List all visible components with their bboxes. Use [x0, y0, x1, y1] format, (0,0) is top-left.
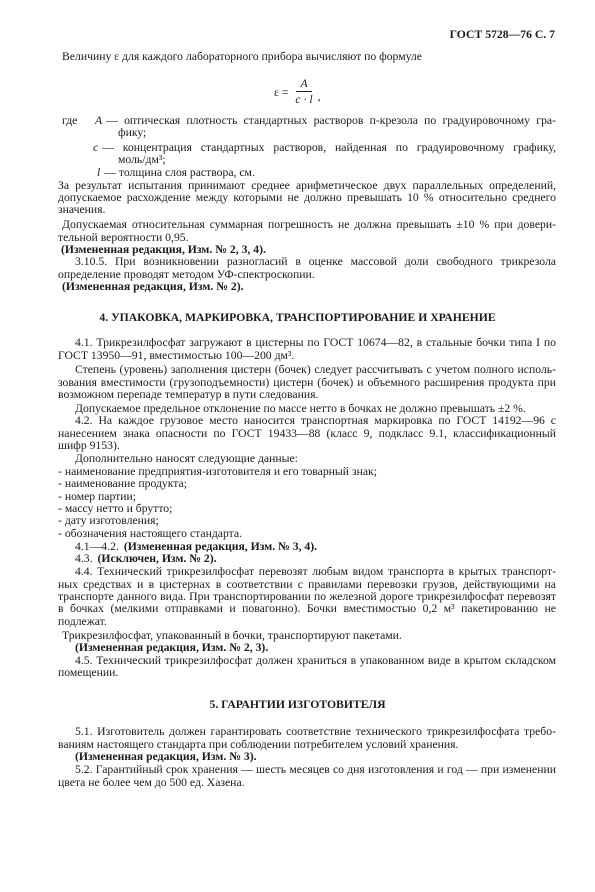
paragraph-line: ваниям настоящего стандарта при соблюдении потребителем условий хранения. — [58, 738, 459, 751]
paragraph-line: нанесением знака опасности по ГОСТ 19433—88 (класс 9, подкласс 9.1, классификационный — [58, 427, 556, 440]
tolerance-paragraph: Допускаемое предельное отклонение по массе нетто в бочках не должно превышать ±2 %. — [75, 402, 526, 415]
paragraph-line: транспорте данного вида. При транспортировании по железной дороге трикрезилфосфат перевозят — [58, 590, 556, 603]
definition-a-line — [95, 114, 556, 127]
definition-a-text: — оптическая плотность стандартных растворов п-крезола по градуировочному гра- — [106, 114, 556, 127]
paragraph-line: тельной вероятности 0,95. — [58, 231, 189, 244]
definition-c-symbol: c — [93, 141, 99, 154]
paragraph-line: возможном перепаде температур в пути следования. — [58, 388, 319, 401]
clause-ref: 4.3. — [75, 552, 93, 565]
clause-4-3 — [75, 552, 217, 565]
paragraph-line: значения. — [58, 203, 106, 216]
page-header: ГОСТ 5728—76 С. 7 — [449, 28, 555, 41]
amendment-note: (Измененная редакция, Изм. № 2). — [62, 280, 244, 293]
paragraph-line: определение проводят методом УФ-спектроскопии. — [58, 268, 315, 281]
where-label: где — [62, 114, 78, 127]
formula-trailing-comma: , — [317, 89, 321, 103]
formula-numerator: A — [296, 78, 311, 92]
additional-data-intro: Дополнительно наносят следующие данные: — [75, 452, 298, 465]
definition-l-line — [97, 166, 255, 179]
paragraph-line: допускаемое расхождение между которыми не должно превышать 10 % относительно среднего — [58, 191, 556, 204]
definition-c-line: моль/дм³; — [118, 153, 166, 166]
formula-fraction — [293, 78, 314, 106]
paragraph-line: 4.1. Трикрезилфосфат загружают в цистерны по ГОСТ 10674—82, в стальные бочки типа I по — [75, 336, 556, 349]
clause-ref: 4.1—4.2. — [75, 540, 119, 553]
paragraph-line: цвета не более чем до 500 ед. Хазена. — [58, 776, 245, 789]
paragraph-line: Степень (уровень) заполнения цистерн (бочек) следует рассчитывать с учетом полного исполь- — [75, 363, 556, 376]
paragraph-line: шифр 9153). — [58, 439, 120, 452]
formula-denominator: c · l — [295, 93, 313, 106]
section-5-heading: 5. ГАРАНТИИ ИЗГОТОВИТЕЛЯ — [209, 698, 386, 711]
paragraph-line: 4.4. Технический трикрезилфосфат перевозят любым видом транспорта в крытых транспорт- — [75, 565, 556, 578]
excluded-note: (Исключен, Изм. № 2). — [97, 552, 217, 565]
amendment-note: (Измененная редакция, Изм. № 3, 4). — [123, 540, 318, 553]
definition-c-text: — концентрация стандартных растворов, найденная по градуировочному графику, — [102, 141, 556, 154]
section-4-heading: 4. УПАКОВКА, МАРКИРОВКА, ТРАНСПОРТИРОВАНИЕ И ХРАНЕНИЕ — [99, 311, 496, 324]
paragraph-line: подлежат. — [58, 615, 107, 628]
paragraph-line: ГОСТ 13950—91, вместимостью 100—200 дм³. — [58, 349, 295, 362]
amendment-note: (Измененная редакция, Изм. № 3). — [75, 750, 257, 763]
amendment-note: (Измененная редакция, Изм. № 2, 3, 4). — [61, 243, 266, 256]
amendment-note: (Измененная редакция, Изм. № 2, 3). — [75, 641, 269, 654]
formula-intro-line: Величину ε для каждого лабораторного прибора вычисляют по формуле — [62, 50, 422, 63]
paragraph-line: 4.2. На каждое грузовое место наносится транспортная маркировка по ГОСТ 14192—96 с — [75, 414, 556, 427]
list-item: - дату изготовления; — [58, 514, 159, 527]
paragraph-line: ных средствах и в цистернах в соответствии с правилами перевозки грузов, действующими на — [58, 578, 556, 591]
paragraph-line: в бочках (мелкими отправками и повагонно). Бочки вместимостью 0,2 м³ пакетированию не — [58, 602, 556, 615]
definition-l-symbol: l — [97, 166, 101, 179]
packs-paragraph: Трикрезилфосфат, упакованный в бочки, транспортируют пакетами. — [62, 629, 402, 642]
definition-a-symbol: A — [95, 114, 103, 127]
paragraph-line: помещении. — [58, 666, 119, 679]
definition-l-text: — толщина слоя раствора, см. — [104, 166, 255, 179]
list-item: - номер партии; — [58, 490, 137, 503]
definition-a-line: фику; — [118, 126, 147, 139]
paragraph-line: Допускаемая относительная суммарная погрешность не должна превышать ±10 % при довери- — [62, 218, 556, 231]
paragraph-line: 4.5. Технический трикрезилфосфат должен храниться в упакованном виде в крытом складском — [75, 654, 556, 667]
formula — [274, 79, 321, 105]
list-item: - обозначения настоящего стандарта. — [58, 527, 243, 540]
paragraph-line: 3.10.5. При возникновении разногласий в оценке массовой доли свободного трикрезола — [75, 255, 556, 268]
paragraph-line: зования вместимости (грузоподъемности) цистерн (бочек) и объемного расширения продукта при — [58, 376, 556, 389]
list-item: - наименование продукта; — [58, 477, 187, 490]
paragraph-line: За результат испытания принимают среднее арифметическое двух параллельных определений, — [58, 179, 556, 192]
list-item: - массу нетто и брутто; — [58, 502, 173, 515]
formula-lhs: ε = — [274, 85, 289, 99]
paragraph-line: 5.1. Изготовитель должен гарантировать соответствие технического трикрезилфосфата требо- — [75, 725, 556, 738]
list-item: - наименование предприятия-изготовителя и его товарный знак; — [58, 465, 377, 478]
paragraph-line: 5.2. Гарантийный срок хранения — шесть месяцев со дня изготовления и год — при изменении — [75, 763, 556, 776]
